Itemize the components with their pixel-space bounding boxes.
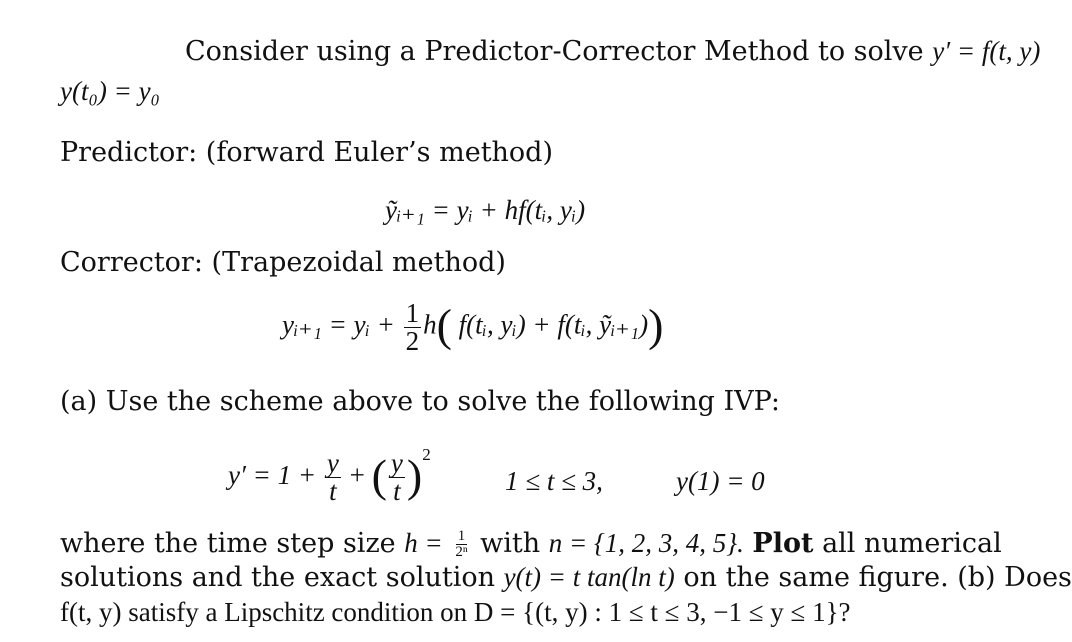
ivp-left-paren: (: [371, 450, 387, 501]
corrector-formula: [282, 300, 663, 355]
solutions-text: solutions and the exact solution: [60, 562, 495, 593]
solutions-line: [60, 562, 1072, 593]
corrector-lhs: yᵢ₊₁ = yᵢ +: [282, 309, 395, 340]
corrector-label: Corrector:: [60, 247, 203, 278]
intro-ode: y′ = f(t, y): [932, 36, 1041, 66]
initial-condition: y(t₀) = y₀: [60, 76, 160, 106]
part-a-text: (a) Use the scheme above to solve the following IVP:: [60, 386, 780, 417]
step-fraction-denominator: 2ⁿ: [455, 544, 468, 560]
predictor-formula: [385, 195, 585, 226]
step-size-line: [60, 528, 1002, 560]
step-rest: all numerical: [822, 528, 1002, 559]
step-with: with: [480, 528, 541, 559]
intro-text: Consider using a Predictor-Corrector Method to solve: [185, 36, 924, 67]
left-paren: (: [436, 299, 452, 351]
plot-word: Plot: [752, 528, 814, 559]
y-over-t-denominator-2: t: [393, 476, 401, 507]
half-numerator: 1: [405, 298, 420, 328]
y-over-t-numerator-2: y: [390, 448, 403, 479]
y-over-t-numerator: y: [326, 448, 339, 479]
y-over-t-denominator: t: [329, 476, 337, 507]
predictor-label: Predictor:: [60, 137, 198, 168]
right-paren: ): [648, 299, 664, 351]
step-prefix: where the time step size: [60, 528, 396, 559]
corrector-inner: f(tᵢ, yᵢ) + f(tᵢ, ỹᵢ₊₁): [458, 309, 649, 340]
ivp-exponent: 2: [422, 445, 431, 464]
predictor-formula-rhs: = yᵢ + hf(tᵢ, yᵢ): [431, 195, 586, 225]
corrector-method: (Trapezoidal method): [211, 247, 506, 278]
ivp-initial-condition: y(1) = 0: [676, 466, 765, 496]
y-over-t-fraction-2: [389, 450, 405, 505]
exact-solution: y(t) = t tan(ln t): [503, 562, 675, 592]
predictor-formula-lhs: ỹᵢ₊₁: [385, 195, 425, 225]
corrector-heading: [60, 247, 506, 278]
step-n-set: n = {1, 2, 3, 4, 5}.: [548, 528, 744, 558]
half-denominator: 2: [405, 326, 420, 356]
ivp-equation: [228, 445, 431, 505]
y-over-t-fraction: [325, 450, 341, 505]
ivp-right-paren: ): [406, 450, 423, 501]
ivp-lhs: y′ = 1 +: [228, 460, 317, 490]
solutions-rest: on the same figure. (b) Does: [683, 562, 1072, 593]
corrector-h: h: [423, 309, 437, 340]
lipschitz-question: f(t, y) satisfy a Lipschitz condition on D = {(t, y) : 1 ≤ t ≤ 3, −1 ≤ y ≤ 1}?: [60, 597, 851, 627]
half-fraction: [404, 300, 422, 355]
step-fraction: [453, 529, 469, 560]
step-fraction-numerator: 1: [457, 528, 466, 544]
predictor-method: (forward Euler’s method): [205, 137, 553, 168]
ivp-plus: +: [349, 460, 365, 490]
predictor-heading: [60, 137, 553, 168]
ivp-domain: 1 ≤ t ≤ 3,: [505, 466, 603, 496]
intro-line: [185, 36, 1040, 67]
step-h-eq: h =: [404, 528, 443, 558]
